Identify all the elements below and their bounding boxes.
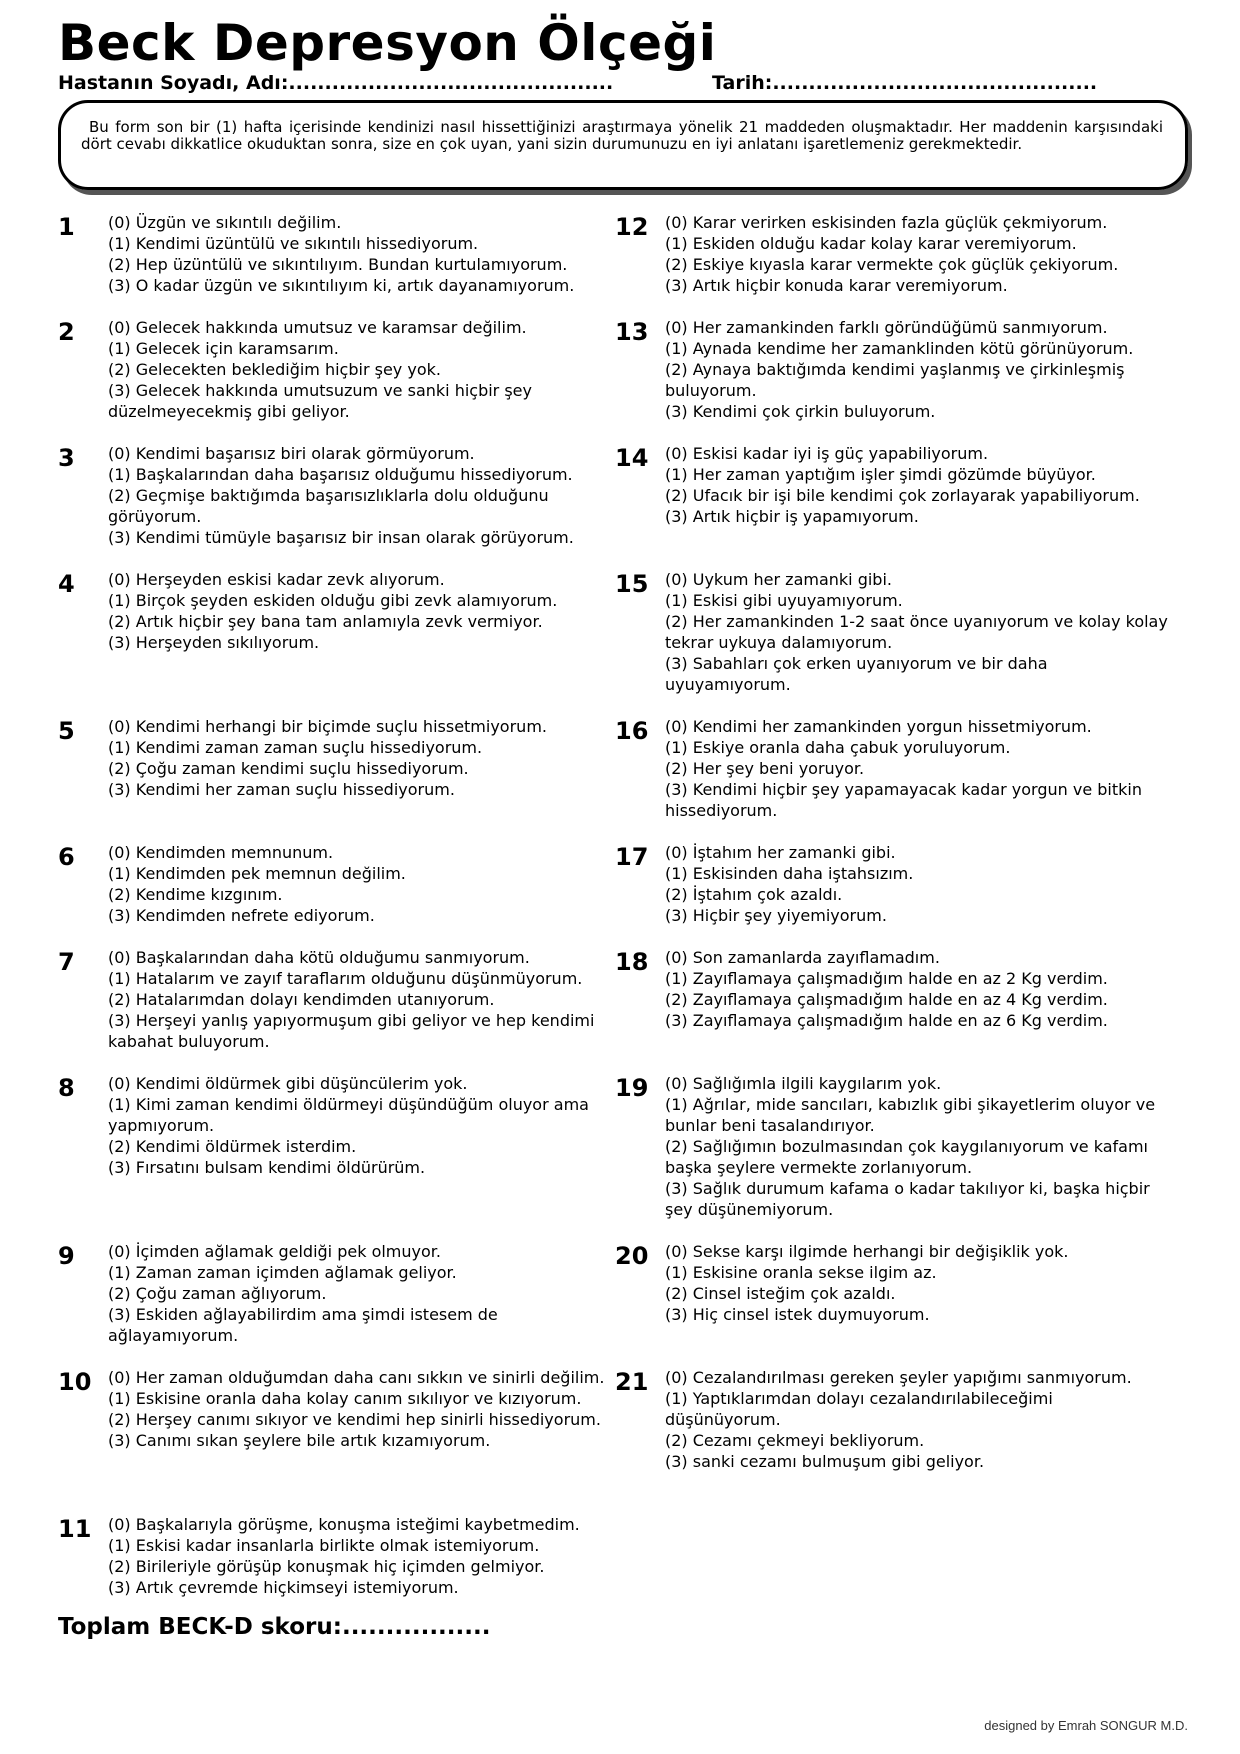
options-list (665, 1367, 1170, 1472)
option-2[interactable]: (2) Çoğu zaman ağlıyorum. (108, 1284, 327, 1303)
option-1[interactable]: (1) Birçok şeyden eskiden olduğu gibi zevk alamıyorum. (108, 591, 558, 610)
option-0[interactable]: (0) Uykum her zamanki gibi. (665, 570, 892, 589)
option-2[interactable]: (2) Artık hiçbir şey bana tam anlamıyla zevk vermiyor. (108, 612, 543, 631)
option-2[interactable]: (2) Aynaya baktığımda kendimi yaşlanmış ve çirkinleşmiş buluyorum. (665, 360, 1125, 400)
option-0[interactable]: (0) Kendimi öldürmek gibi düşüncülerim yok. (108, 1074, 468, 1093)
item-number: 15 (615, 570, 649, 598)
options-list (665, 716, 1170, 821)
option-3[interactable]: (3) Hiçbir şey yiyemiyorum. (665, 906, 887, 925)
option-0[interactable]: (0) Sekse karşı ilgimde herhangi bir değişiklik yok. (665, 1242, 1069, 1261)
options-list (108, 443, 608, 548)
option-0[interactable]: (0) Eskisi kadar iyi iş güç yapabiliyorum. (665, 444, 989, 463)
options-list (108, 1073, 608, 1178)
option-1[interactable]: (1) Her zaman yaptığım işler şimdi gözümde büyüyor. (665, 465, 1096, 484)
options-list (108, 317, 608, 422)
designer-credit: designed by Emrah SONGUR M.D. (984, 1718, 1188, 1733)
option-2[interactable]: (2) Gelecekten beklediğim hiçbir şey yok. (108, 360, 441, 379)
option-3[interactable]: (3) Kendimi hiçbir şey yapamayacak kadar yorgun ve bitkin hissediyorum. (665, 780, 1142, 820)
item-number: 11 (58, 1515, 92, 1543)
option-3[interactable]: (3) Hiç cinsel istek duymuyorum. (665, 1305, 930, 1324)
item-number: 20 (615, 1242, 649, 1270)
item-number: 12 (615, 213, 649, 241)
option-3[interactable]: (3) Gelecek hakkında umutsuzum ve sanki hiçbir şey düzelmeyecekmiş gibi geliyor. (108, 381, 532, 421)
item-number: 3 (58, 444, 75, 472)
item-number: 9 (58, 1242, 75, 1270)
patient-name-field: Hastanın Soyadı, Adı:............................................. (58, 72, 614, 94)
option-0[interactable]: (0) Cezalandırılması gereken şeyler yapığımı sanmıyorum. (665, 1368, 1132, 1387)
options-list (665, 443, 1170, 527)
option-3[interactable]: (3) O kadar üzgün ve sıkıntılıyım ki, artık dayanamıyorum. (108, 276, 575, 295)
option-0[interactable]: (0) Kendimden memnunum. (108, 843, 334, 862)
option-1[interactable]: (1) Yaptıklarımdan dolayı cezalandırılabileceğimi düşünüyorum. (665, 1389, 1053, 1429)
options-list (108, 1367, 608, 1451)
option-1[interactable]: (1) Kimi zaman kendimi öldürmeyi düşündüğüm oluyor ama yapmıyorum. (108, 1095, 589, 1135)
option-2[interactable]: (2) Kendime kızgınım. (108, 885, 283, 904)
item-number: 18 (615, 948, 649, 976)
option-0[interactable]: (0) Kendimi herhangi bir biçimde suçlu hissetmiyorum. (108, 717, 547, 736)
options-list (665, 569, 1170, 695)
date-field: Tarih:............................................. (712, 72, 1098, 94)
option-2[interactable]: (2) Her zamankinden 1-2 saat önce uyanıyorum ve kolay kolay tekrar uykuya dalamıyorum. (665, 612, 1168, 652)
item-number: 21 (615, 1368, 649, 1396)
option-2[interactable]: (2) Eskiye kıyasla karar vermekte çok güçlük çekiyorum. (665, 255, 1119, 274)
option-2[interactable]: (2) Çoğu zaman kendimi suçlu hissediyorum. (108, 759, 469, 778)
option-1[interactable]: (1) Ağrılar, mide sancıları, kabızlık gibi şikayetlerim oluyor ve bunlar beni tasalandırıyor. (665, 1095, 1156, 1135)
option-0[interactable]: (0) Kendimi her zamankinden yorgun hissetmiyorum. (665, 717, 1092, 736)
option-0[interactable]: (0) Son zamanlarda zayıflamadım. (665, 948, 940, 967)
option-2[interactable]: (2) Ufacık bir işi bile kendimi çok zorlayarak yapabiliyorum. (665, 486, 1140, 505)
option-1[interactable]: (1) Gelecek için karamsarım. (108, 339, 339, 358)
option-2[interactable]: (2) Zayıflamaya çalışmadığım halde en az 4 Kg verdim. (665, 990, 1108, 1009)
option-3[interactable]: (3) Artık çevremde hiçkimseyi istemiyorum. (108, 1578, 459, 1597)
option-0[interactable]: (0) İştahım her zamanki gibi. (665, 843, 896, 862)
option-3[interactable]: (3) Fırsatını bulsam kendimi öldürürüm. (108, 1158, 426, 1177)
option-0[interactable]: (0) Gelecek hakkında umutsuz ve karamsar değilim. (108, 318, 527, 337)
option-3[interactable]: (3) Artık hiçbir konuda karar veremiyorum. (665, 276, 1008, 295)
option-2[interactable]: (2) Sağlığımın bozulmasından çok kaygılanıyorum ve kafamı başka şeylere vermekte zorlanıyorum. (665, 1137, 1148, 1177)
option-2[interactable]: (2) Her şey beni yoruyor. (665, 759, 865, 778)
item-number: 10 (58, 1368, 92, 1396)
option-1[interactable]: (1) Zaman zaman içimden ağlamak geliyor. (108, 1263, 457, 1282)
options-list (108, 212, 608, 296)
options-list (108, 1241, 608, 1346)
option-3[interactable]: (3) Artık hiçbir iş yapamıyorum. (665, 507, 919, 526)
option-2[interactable]: (2) Birileriyle görüşüp konuşmak hiç içimden gelmiyor. (108, 1557, 545, 1576)
item-number: 16 (615, 717, 649, 745)
option-0[interactable]: (0) Her zaman olduğumdan daha canı sıkkın ve sinirli değilim. (108, 1368, 605, 1387)
option-1[interactable]: (1) Kendimi zaman zaman suçlu hissediyorum. (108, 738, 483, 757)
option-2[interactable]: (2) Herşey canımı sıkıyor ve kendimi hep sinirli hissediyorum. (108, 1410, 601, 1429)
item-number: 7 (58, 948, 75, 976)
option-3[interactable]: (3) Kendimi her zaman suçlu hissediyorum. (108, 780, 455, 799)
item-number: 4 (58, 570, 75, 598)
item-number: 6 (58, 843, 75, 871)
option-2[interactable]: (2) İştahım çok azaldı. (665, 885, 843, 904)
options-list (108, 1514, 608, 1598)
option-3[interactable]: (3) Kendimi çok çirkin buluyorum. (665, 402, 936, 421)
option-0[interactable]: (0) Başkalarıyla görüşme, konuşma isteğimi kaybetmedim. (108, 1515, 580, 1534)
item-number: 2 (58, 318, 75, 346)
options-list (108, 716, 608, 800)
option-3[interactable]: (3) Kendimden nefrete ediyorum. (108, 906, 375, 925)
item-number: 8 (58, 1074, 75, 1102)
options-list (665, 947, 1170, 1031)
option-1[interactable]: (1) Başkalarından daha başarısız olduğumu hissediyorum. (108, 465, 573, 484)
option-1[interactable]: (1) Eskisi gibi uyuyamıyorum. (665, 591, 903, 610)
option-0[interactable]: (0) Karar verirken eskisinden fazla güçlük çekmiyorum. (665, 213, 1108, 232)
options-list (665, 317, 1170, 422)
option-2[interactable]: (2) Kendimi öldürmek isterdim. (108, 1137, 357, 1156)
option-0[interactable]: (0) Üzgün ve sıkıntılı değilim. (108, 213, 342, 232)
option-2[interactable]: (2) Hatalarımdan dolayı kendimden utanıyorum. (108, 990, 495, 1009)
option-2[interactable]: (2) Cezamı çekmeyi bekliyorum. (665, 1431, 925, 1450)
option-1[interactable]: (1) Aynada kendime her zamanklinden kötü görünüyorum. (665, 339, 1134, 358)
option-0[interactable]: (0) Herşeyden eskisi kadar zevk alıyorum. (108, 570, 445, 589)
options-list (108, 569, 608, 653)
options-list (665, 842, 1170, 926)
option-0[interactable]: (0) Başkalarından daha kötü olduğumu sanmıyorum. (108, 948, 530, 967)
option-2[interactable]: (2) Hep üzüntülü ve sıkıntılıyım. Bundan kurtulamıyorum. (108, 255, 568, 274)
option-0[interactable]: (0) İçimden ağlamak geldiği pek olmuyor. (108, 1242, 441, 1261)
option-1[interactable]: (1) Eskisi kadar insanlarla birlikte olmak istemiyorum. (108, 1536, 540, 1555)
option-0[interactable]: (0) Sağlığımla ilgili kaygılarım yok. (665, 1074, 942, 1093)
page-title: Beck Depresyon Ölçeği (58, 14, 717, 72)
option-3[interactable]: (3) Herşeyden sıkılıyorum. (108, 633, 320, 652)
option-1[interactable]: (1) Hatalarım ve zayıf taraflarım olduğunu düşünmüyorum. (108, 969, 583, 988)
item-number: 14 (615, 444, 649, 472)
option-3[interactable]: (3) Canımı sıkan şeylere bile artık kızamıyorum. (108, 1431, 491, 1450)
item-number: 17 (615, 843, 649, 871)
option-1[interactable]: (1) Kendimden pek memnun değilim. (108, 864, 406, 883)
option-1[interactable]: (1) Kendimi üzüntülü ve sıkıntılı hissediyorum. (108, 234, 479, 253)
option-0[interactable]: (0) Kendimi başarısız biri olarak görmüyorum. (108, 444, 475, 463)
option-3[interactable]: (3) Herşeyi yanlış yapıyormuşum gibi geliyor ve hep kendimi kabahat buluyorum. (108, 1011, 595, 1051)
option-0[interactable]: (0) Her zamankinden farklı göründüğümü sanmıyorum. (665, 318, 1108, 337)
option-1[interactable]: (1) Eskiye oranla daha çabuk yoruluyorum. (665, 738, 1011, 757)
item-number: 13 (615, 318, 649, 346)
option-1[interactable]: (1) Eskiden olduğu kadar kolay karar veremiyorum. (665, 234, 1077, 253)
instructions-box: Bu form son bir (1) hafta içerisinde kendinizi nasıl hissettiğinizi araştırmaya yönelik 21 maddeden oluşmaktadır. Her maddenin karşısındaki dört cevabı dikkatlice okuduktan sonra, size en çok uyan, yani sizin durumunuzu en iyi anlatanı işaretlemeniz gerekmektedir. (58, 100, 1188, 190)
options-list (665, 1241, 1170, 1325)
total-score: Toplam BECK-D skoru:................. (58, 1614, 491, 1640)
option-2[interactable]: (2) Geçmişe baktığımda başarısızlıklarla dolu olduğunu görüyorum. (108, 486, 549, 526)
option-2[interactable]: (2) Cinsel isteğim çok azaldı. (665, 1284, 896, 1303)
option-3[interactable]: (3) Sağlık durumum kafama o kadar takılıyor ki, başka hiçbir şey düşünemiyorum. (665, 1179, 1150, 1219)
option-3[interactable]: (3) Zayıflamaya çalışmadığım halde en az 6 Kg verdim. (665, 1011, 1108, 1030)
options-list (108, 947, 608, 1052)
option-1[interactable]: (1) Eskisine oranla sekse ilgim az. (665, 1263, 937, 1282)
options-list (665, 212, 1170, 296)
item-number: 19 (615, 1074, 649, 1102)
option-3[interactable]: (3) Eskiden ağlayabilirdim ama şimdi istesem de ağlayamıyorum. (108, 1305, 498, 1345)
item-number: 5 (58, 717, 75, 745)
options-list (665, 1073, 1170, 1220)
option-3[interactable]: (3) Sabahları çok erken uyanıyorum ve bir daha uyuyamıyorum. (665, 654, 1048, 694)
item-number: 1 (58, 213, 75, 241)
option-3[interactable]: (3) sanki cezamı bulmuşum gibi geliyor. (665, 1452, 985, 1471)
options-list (108, 842, 608, 926)
option-1[interactable]: (1) Eskisinden daha iştahsızım. (665, 864, 914, 883)
option-3[interactable]: (3) Kendimi tümüyle başarısız bir insan olarak görüyorum. (108, 528, 574, 547)
option-1[interactable]: (1) Eskisine oranla daha kolay canım sıkılıyor ve kızıyorum. (108, 1389, 582, 1408)
option-1[interactable]: (1) Zayıflamaya çalışmadığım halde en az 2 Kg verdim. (665, 969, 1108, 988)
